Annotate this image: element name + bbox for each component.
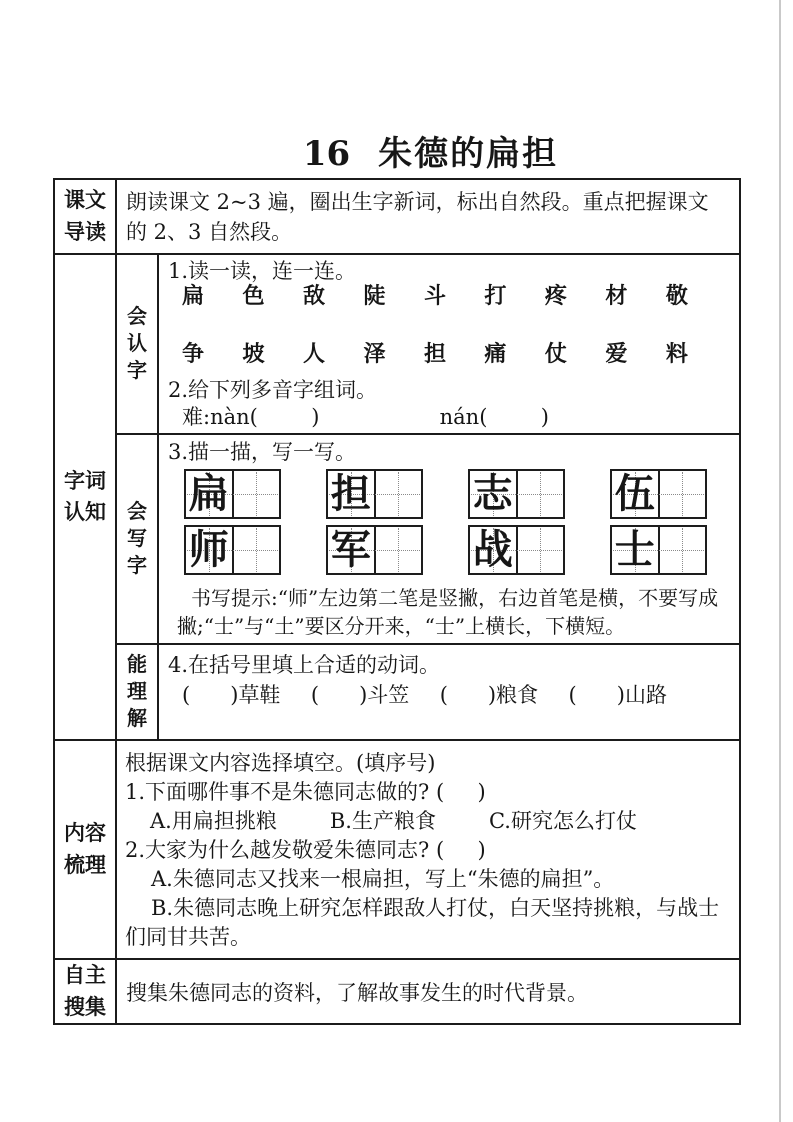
model-character: 军 [330, 526, 371, 573]
comprehension-content [159, 645, 739, 739]
writing-tip: 书写提示:“师”左边第二笔是竖撇，右边首笔是横，不要写成撇;“士”与“土”要区分开来，“士”上横长，下横短。 [177, 586, 719, 638]
polyphone-exercise-line [168, 404, 739, 430]
row-header-content-outline: 内容梳理 [55, 741, 117, 958]
writing-grid-box [184, 469, 281, 519]
grid-cell-model [470, 527, 516, 573]
worksheet-table [53, 178, 741, 1025]
question-1-options [125, 807, 637, 836]
verb-fill-blanks-row [182, 682, 667, 709]
subrow-comprehension [117, 643, 739, 739]
model-character: 扁 [188, 470, 229, 517]
writing-grid-box [184, 525, 281, 575]
row-header-word-knowledge: 字词认知 [55, 255, 117, 739]
model-character: 师 [188, 526, 229, 573]
match-character: 敬 [665, 283, 688, 309]
exercise-1-instruction: 1.读一读，连一连。 [168, 259, 357, 283]
lesson-number: 16 [302, 134, 351, 174]
option-c: C.研究怎么打仗 [488, 809, 637, 833]
match-character: 料 [665, 341, 688, 367]
model-character: 担 [330, 470, 371, 517]
verb-blank-item: ( )草鞋 [182, 683, 281, 707]
verb-blank-item: ( )斗笠 [310, 683, 410, 707]
grid-cell-blank [658, 471, 706, 517]
subrow-write-characters [117, 433, 739, 643]
subrow-recognize-characters [117, 255, 739, 433]
subrow-header-recognize: 会认字 [117, 255, 159, 433]
row-text-guide [55, 180, 739, 253]
grid-cell-blank [374, 527, 422, 573]
grid-cell-blank [516, 527, 564, 573]
match-character: 坡 [242, 341, 265, 367]
match-character: 扁 [182, 283, 205, 309]
match-characters-row-1 [182, 284, 688, 309]
row-word-knowledge [55, 253, 739, 739]
writing-grid-box [468, 525, 565, 575]
match-character: 泽 [363, 341, 386, 367]
row-content-outline [55, 739, 739, 958]
text-guide-content: 朗读课文 2~3 遍，圈出生字新词，标出自然段。重点把握课文的 2、3 自然段。 [126, 190, 709, 244]
write-content [159, 435, 739, 643]
match-characters-row-2 [182, 342, 688, 367]
option-a: A.用扁担挑粮 [150, 809, 277, 833]
grid-cell-blank [516, 471, 564, 517]
verb-blank-item: ( )山路 [568, 683, 667, 707]
question-1: 1.下面哪件事不是朱德同志做的? ( ) [125, 780, 486, 804]
writing-grid-box [326, 525, 423, 575]
match-character: 疼 [544, 283, 567, 309]
verb-blank-item: ( )粮食 [439, 683, 539, 707]
question-2-option-a: A.朱德同志又找来一根扁担，写上“朱德的扁担”。 [151, 867, 615, 891]
row-self-collection [55, 958, 739, 1023]
match-character: 色 [242, 283, 265, 309]
grid-cell-model [612, 527, 658, 573]
match-character: 痛 [484, 341, 507, 367]
grid-cell-model [186, 527, 232, 573]
match-character: 争 [182, 341, 205, 367]
writing-grid-box [610, 525, 707, 575]
question-2: 2.大家为什么越发敬爱朱德同志? ( ) [125, 838, 486, 862]
match-character: 敌 [302, 283, 325, 309]
row-header-self-collection: 自主搜集 [55, 960, 117, 1023]
grid-cell-model [186, 471, 232, 517]
grid-cell-model [612, 471, 658, 517]
polyphone-blank-nan2: nán( ) [439, 405, 549, 429]
grid-cell-model [328, 527, 374, 573]
match-character: 仗 [544, 341, 567, 367]
model-character: 战 [472, 526, 513, 573]
match-character: 人 [302, 341, 325, 367]
match-character: 材 [605, 283, 628, 309]
writing-grid-row-2 [184, 525, 707, 575]
polyphone-blank-nan4: 难:nàn( ) [182, 405, 320, 429]
lesson-title [0, 126, 793, 175]
match-character: 斗 [423, 283, 446, 309]
writing-grid-box [468, 469, 565, 519]
writing-grid-box [610, 469, 707, 519]
subrow-header-write: 会写字 [117, 435, 159, 643]
match-character: 担 [423, 341, 446, 367]
match-character: 陡 [363, 283, 386, 309]
model-character: 志 [472, 470, 513, 517]
model-character: 士 [614, 526, 655, 573]
grid-cell-blank [658, 527, 706, 573]
self-collection-content: 搜集朱德同志的资料，了解故事发生的时代背景。 [126, 980, 588, 1005]
writing-grid-row-1 [184, 469, 707, 519]
option-b: B.生产粮食 [329, 809, 436, 833]
exercise-3-instruction: 3.描一描，写一写。 [168, 440, 357, 464]
exercise-2-instruction: 2.给下列多音字组词。 [168, 378, 378, 402]
match-character: 打 [484, 283, 507, 309]
grid-cell-blank [232, 471, 280, 517]
exercise-4-instruction: 4.在括号里填上合适的动词。 [168, 653, 441, 677]
grid-cell-model [470, 471, 516, 517]
model-character: 伍 [614, 470, 655, 517]
outline-intro: 根据课文内容选择填空。(填序号) [125, 751, 436, 775]
row-header-text-guide: 课文导读 [55, 180, 117, 253]
match-character: 爱 [605, 341, 628, 367]
recognize-content [159, 255, 739, 433]
question-2-option-b: B.朱德同志晚上研究怎样跟敌人打仗，白天坚持挑粮，与战士们同甘共苦。 [125, 896, 720, 949]
writing-grid-box [326, 469, 423, 519]
grid-cell-blank [374, 471, 422, 517]
content-outline-body [117, 741, 739, 958]
grid-cell-model [328, 471, 374, 517]
subrow-header-comprehension: 能理解 [117, 645, 159, 739]
lesson-title-text: 朱德的扁担 [378, 135, 559, 173]
grid-cell-blank [232, 527, 280, 573]
